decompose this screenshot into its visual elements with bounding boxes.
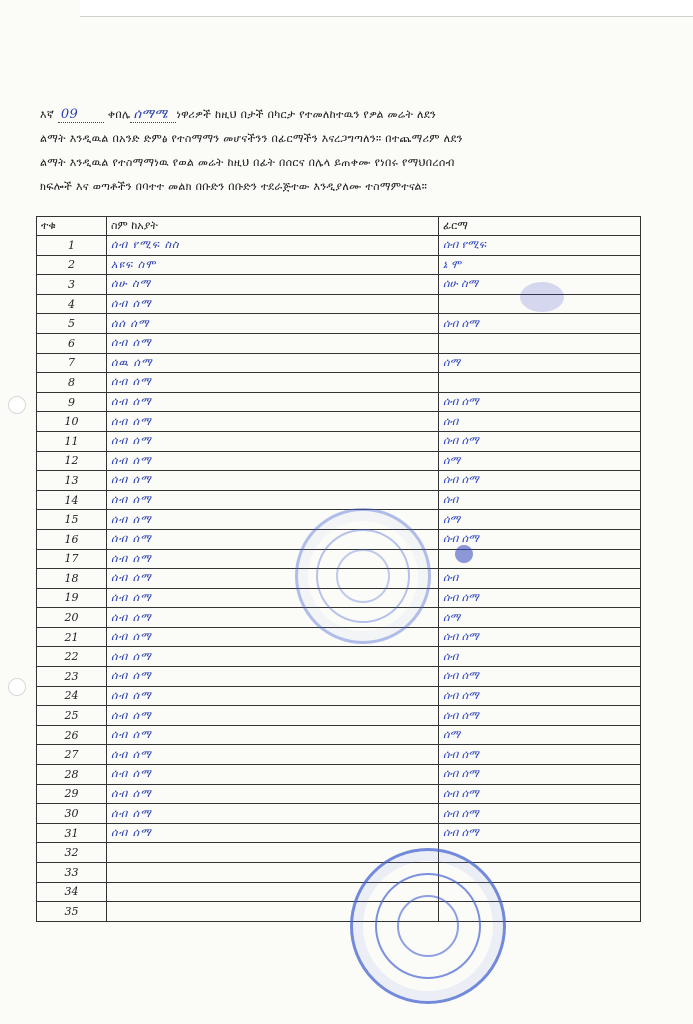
statement-line-1-rest: ነዋሪዎች ከዚህ በታች በካርታ የተመለከተዉን የዎል መሬት ለደን [176,108,437,121]
table-row [37,451,641,471]
statement-line-3: ልማት እንዲዉል የተስማማነዉ የወል መሬት ከዚህ በፊት በሰርና በሌላ ይጠቀሙ የነበሩ የማህበረሰብ [40,156,455,169]
table-row [37,236,641,256]
row-signature: ሰብ ሰማ [439,392,641,412]
row-signature: ሰሁ ስማ [439,275,641,295]
kebele-number: 09 [58,108,104,123]
row-number: 18 [37,569,107,589]
table-row [37,333,641,353]
row-name: ሰብ ሰማ [107,765,439,785]
row-number: 20 [37,608,107,628]
row-signature: ሰብ ሰማ [439,823,641,843]
row-signature: ሰብ ሰማ [439,588,641,608]
row-signature: ሰማ [439,725,641,745]
row-name: ሰብ ሰማ [107,529,439,549]
row-number: 26 [37,725,107,745]
table-row [37,863,641,883]
table-row [37,392,641,412]
row-number: 14 [37,490,107,510]
row-number: 5 [37,314,107,334]
row-number: 7 [37,353,107,373]
row-number: 9 [37,392,107,412]
table-row [37,255,641,275]
row-number: 32 [37,843,107,863]
header-full-name: ስም ከአያት [107,217,439,236]
official-stamp-icon [350,848,506,1004]
ink-blot [455,545,473,563]
row-signature: ሰብ ሰማ [439,804,641,824]
row-number: 3 [37,275,107,295]
table-header-row [37,217,641,236]
table-row [37,373,641,393]
row-name: ሰብ ሰማ [107,647,439,667]
row-signature: ሰብ [439,412,641,432]
row-name: ሰብ ሰማ [107,431,439,451]
official-stamp-icon [295,508,431,644]
row-signature: ሰብ ሰማ [439,314,641,334]
row-name: ሰዉ ሰማ [107,353,439,373]
table-row [37,745,641,765]
row-number: 15 [37,510,107,530]
row-number: 6 [37,333,107,353]
table-row [37,412,641,432]
table-row [37,647,641,667]
punch-hole-icon [8,678,26,696]
table-row [37,667,641,687]
table-row [37,823,641,843]
row-number: 27 [37,745,107,765]
table-row [37,843,641,863]
ink-smudge [520,282,564,312]
row-signature: ሰማ [439,510,641,530]
row-name: ሰሁ ስማ [107,275,439,295]
table-row [37,804,641,824]
row-name: ሰብ ሰማ [107,706,439,726]
row-signature [439,373,641,393]
stamp-emblem [397,895,459,957]
row-signature [439,333,641,353]
table-row [37,882,641,902]
row-signature: ሰብ [439,569,641,589]
row-number: 12 [37,451,107,471]
row-name: ሰብ ሰማ [107,608,439,628]
table-row [37,902,641,922]
row-name: ሰብ ሰማ [107,471,439,491]
statement-line-2: ልማት እንዲዉል በአንድ ድምፅ የተስማማን መሆናችንን በፊርማችን እናረጋግጣለን። በተጨማሪም ለደን [40,132,463,145]
row-name: ሰብ ሰማ [107,588,439,608]
row-signature: ሰማ [439,353,641,373]
page-top-edge [80,0,693,17]
row-number: 19 [37,588,107,608]
statement-line-4: ክፍሎች እና ወጣቶችን በባተተ መልክ በቡድን በቡድን ተደራጅተው እንዲያለሙ ተስማምተናል። [40,180,428,193]
row-name: ሰብ ሰማ [107,823,439,843]
row-name: ሰብ ሰማ [107,412,439,432]
row-name: ሰብ ሰማ [107,667,439,687]
row-name: ሰብ ሰማ [107,686,439,706]
row-number: 31 [37,823,107,843]
row-signature: ሰማ [439,608,641,628]
row-number: 21 [37,627,107,647]
row-number: 25 [37,706,107,726]
row-signature: ሰብ ሰማ [439,745,641,765]
header-signature: ፊርማ [439,217,641,236]
row-number: 1 [37,236,107,256]
row-number: 10 [37,412,107,432]
row-signature: ሰብ [439,647,641,667]
row-name: ሰብ ሰማ [107,294,439,314]
row-name: ሰብ ሰማ [107,392,439,412]
row-signature: ሰብ ሰማ [439,471,641,491]
statement-kebele-word: ቀበሌ [107,108,131,121]
row-name: ሰብ ሰማ [107,510,439,530]
row-number: 34 [37,882,107,902]
table-row [37,784,641,804]
row-name: ሰብ ሰማ [107,373,439,393]
table-row [37,765,641,785]
row-signature: ሰብ ሰማ [439,765,641,785]
row-signature: ሰብ ሰማ [439,784,641,804]
row-number: 28 [37,765,107,785]
row-number: 30 [37,804,107,824]
row-name: ሰብ ሰማ [107,490,439,510]
row-number: 8 [37,373,107,393]
agreement-statement [40,103,660,199]
row-number: 4 [37,294,107,314]
row-signature: ሰማ [439,451,641,471]
header-number: ተቁ [37,217,107,236]
locality-name: ሰማሜ [130,108,176,123]
statement-line-1 [40,103,660,127]
row-signature: ሰብ ሰማ [439,431,641,451]
row-name: ሰብ ሰማ [107,784,439,804]
row-name: አዩፍ ስሞ [107,255,439,275]
row-name: ሰብ የሚፍ ስስ [107,236,439,256]
row-name: ሰብ ሰማ [107,569,439,589]
row-signature: ሰብ ሰማ [439,529,641,549]
table-row [37,314,641,334]
table-row [37,431,641,451]
row-signature: ሰብ ሰማ [439,686,641,706]
row-number: 17 [37,549,107,569]
row-signature: ኔ ሞ [439,255,641,275]
row-signature: ሰብ የሚፍ [439,236,641,256]
row-name: ሰብ ሰማ [107,333,439,353]
row-name: ሰብ ሰማ [107,627,439,647]
table-row [37,353,641,373]
row-number: 2 [37,255,107,275]
row-number: 24 [37,686,107,706]
statement-prefix: እኛ [40,108,55,121]
table-row [37,706,641,726]
row-name: ሰብ ሰማ [107,745,439,765]
row-number: 11 [37,431,107,451]
row-number: 29 [37,784,107,804]
row-number: 16 [37,529,107,549]
punch-hole-icon [8,396,26,414]
row-signature: ሰብ [439,490,641,510]
table-row [37,490,641,510]
table-row [37,686,641,706]
row-signature: ሰብ ሰማ [439,627,641,647]
row-number: 13 [37,471,107,491]
stamp-emblem [336,549,390,603]
row-number: 22 [37,647,107,667]
row-number: 35 [37,902,107,922]
row-signature: ሰብ ሰማ [439,706,641,726]
row-number: 33 [37,863,107,883]
table-row [37,471,641,491]
row-name: ሰሰ ሰማ [107,314,439,334]
row-name: ሰብ ሰማ [107,804,439,824]
row-number: 23 [37,667,107,687]
row-name: ሰብ ሰማ [107,725,439,745]
table-row [37,725,641,745]
row-name: ሰብ ሰማ [107,549,439,569]
row-signature: ሰብ ሰማ [439,667,641,687]
row-name: ሰብ ሰማ [107,451,439,471]
